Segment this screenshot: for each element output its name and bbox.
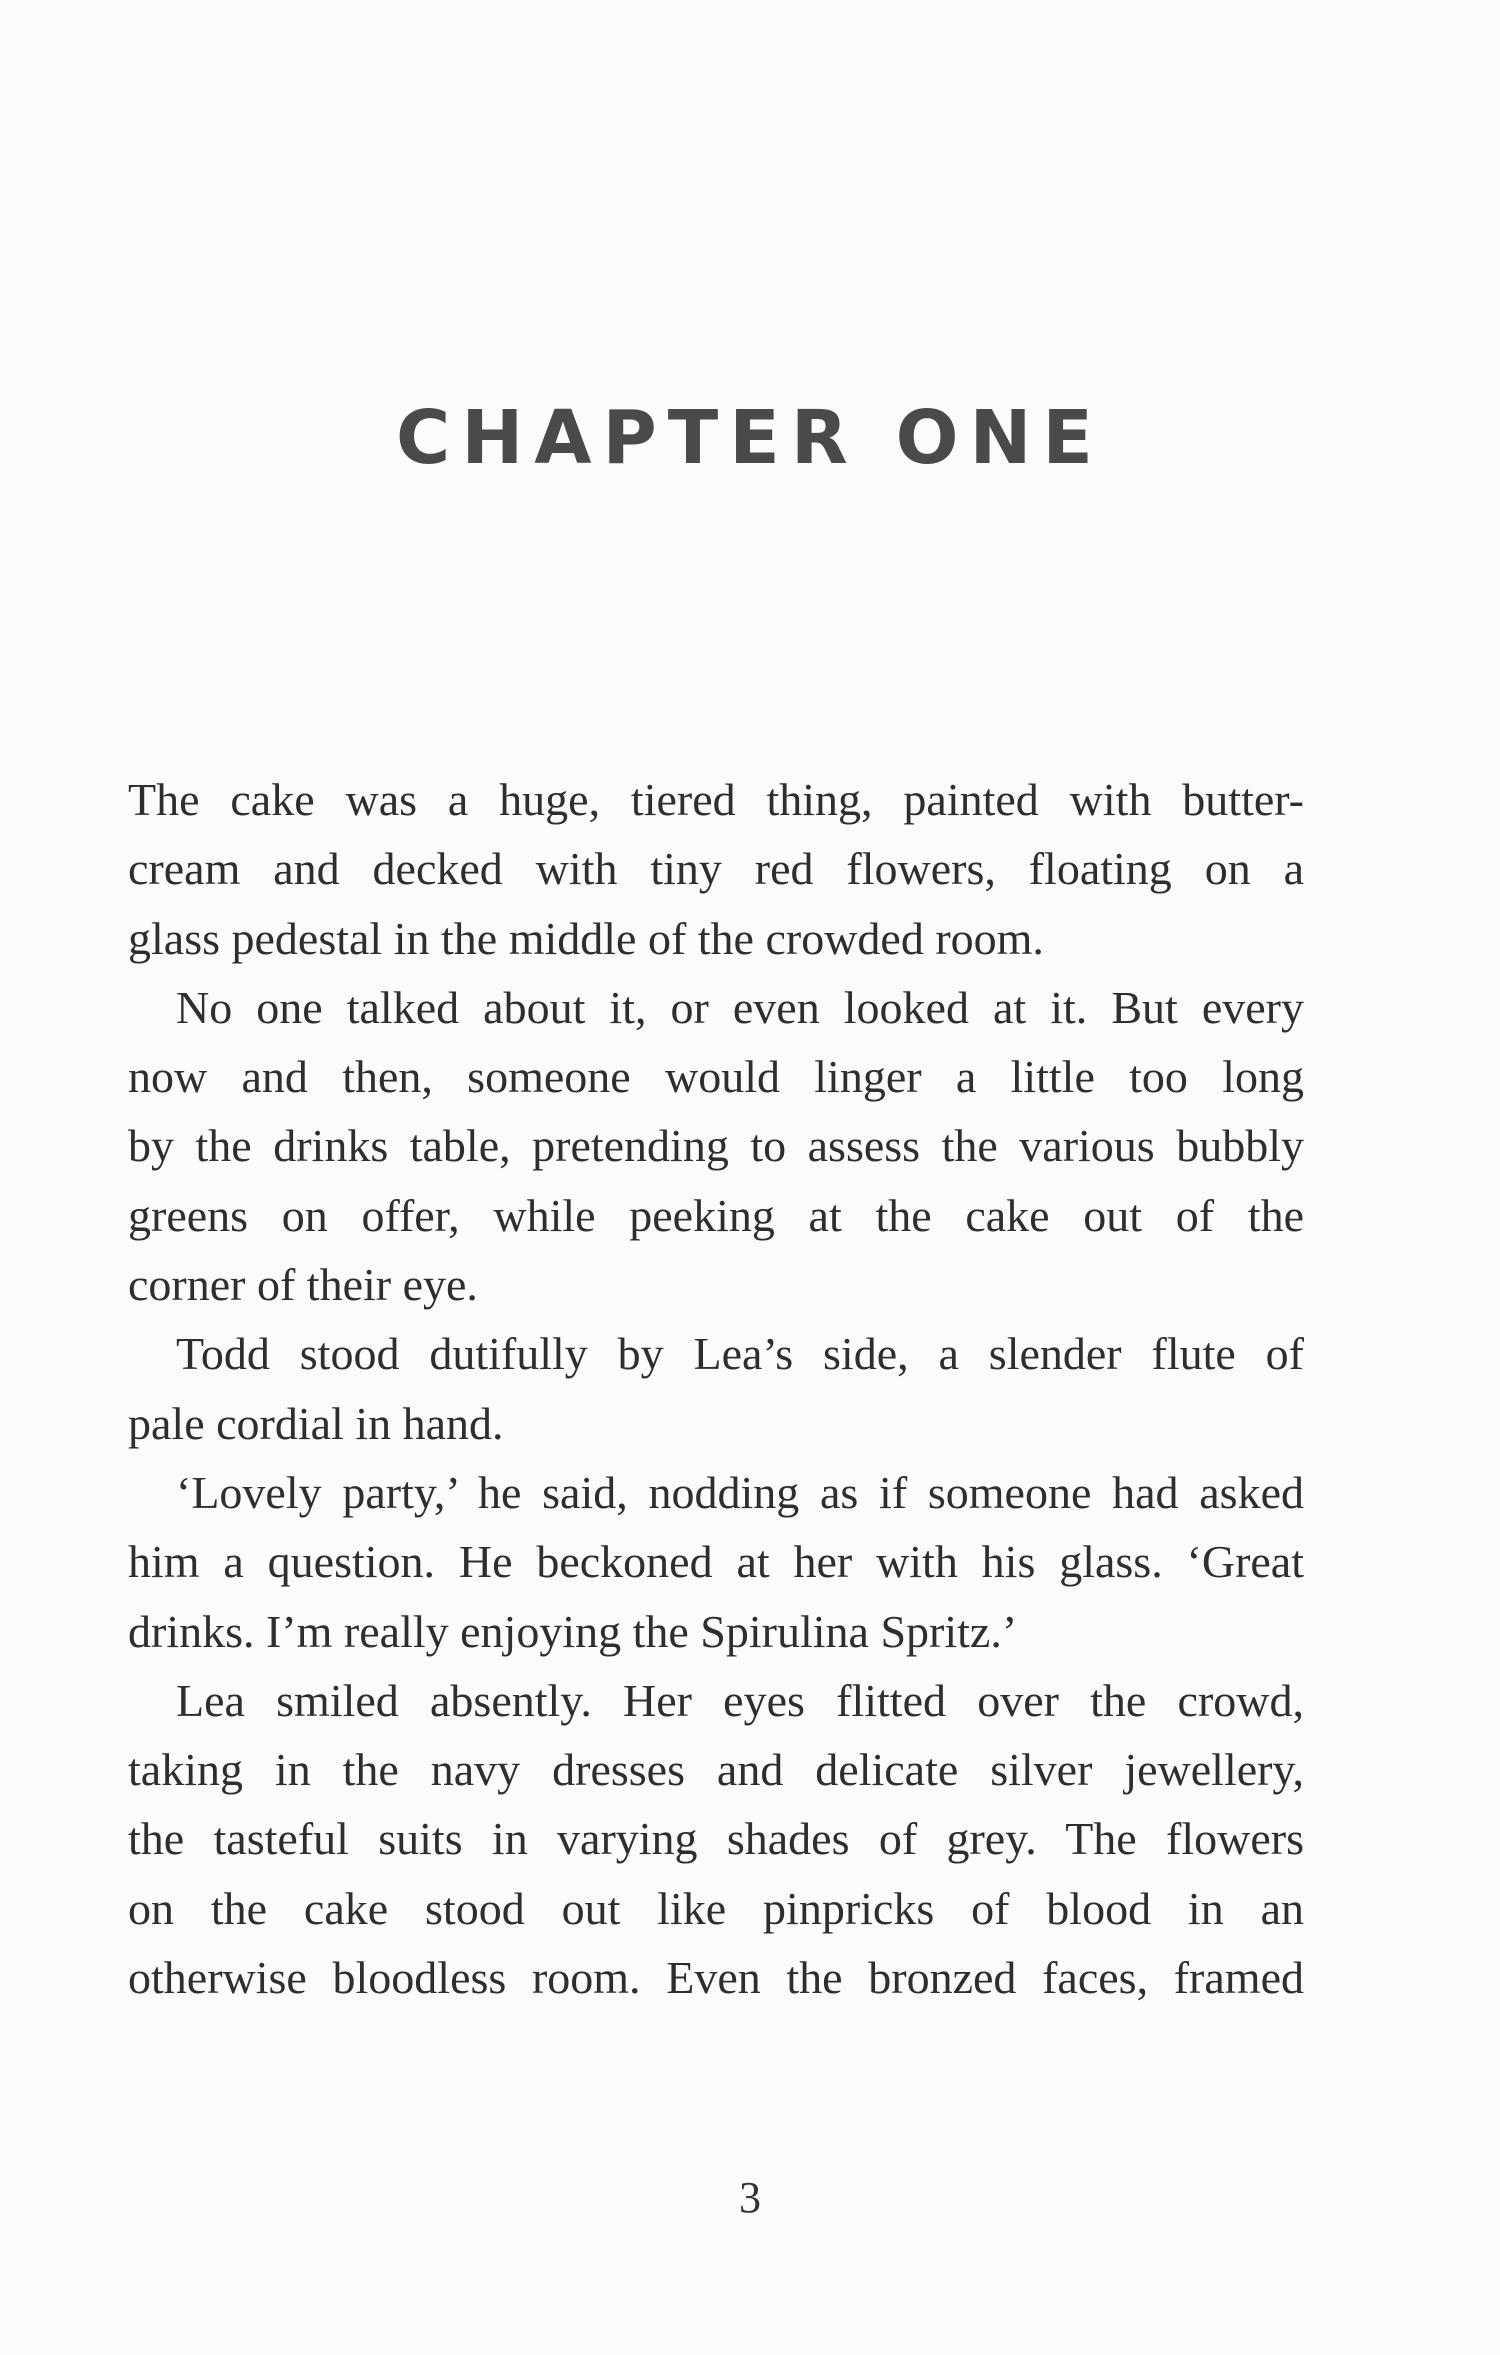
chapter-body-text <box>128 765 1304 2012</box>
text-line: ‘Lovely party,’ he said, nodding as if someone had asked <box>176 1466 1304 1518</box>
text-line: corner of their eye. <box>128 1259 478 1311</box>
text-line: cream and decked with tiny red flowers, floating on a <box>128 843 1304 895</box>
text-line: the tasteful suits in varying shades of grey. The flowers <box>128 1813 1304 1865</box>
text-line: now and then, someone would linger a little too long <box>128 1051 1304 1103</box>
text-line: The cake was a huge, tiered thing, painted with butter- <box>128 774 1304 825</box>
text-line: drinks. I’m really enjoying the Spirulina Spritz.’ <box>128 1605 1018 1657</box>
text-line: him a question. He beckoned at her with his glass. ‘Great <box>128 1536 1304 1588</box>
page-number: 3 <box>739 2173 761 2222</box>
text-line: by the drinks table, pretending to assess the various bubbly <box>128 1120 1304 1172</box>
text-line: otherwise bloodless room. Even the bronzed faces, framed <box>128 1952 1304 2004</box>
text-line: greens on offer, while peeking at the cake out of the <box>128 1189 1304 1241</box>
chapter-title: CHAPTER ONE <box>396 395 1104 481</box>
text-line: pale cordial in hand. <box>128 1397 504 1449</box>
text-line: No one talked about it, or even looked at it. But every <box>176 981 1304 1033</box>
text-line: taking in the navy dresses and delicate silver jewellery, <box>128 1744 1304 1796</box>
text-line: on the cake stood out like pinpricks of blood in an <box>128 1882 1304 1934</box>
text-line: Todd stood dutifully by Lea’s side, a slender flute of <box>176 1328 1304 1380</box>
text-line: Lea smiled absently. Her eyes flitted over the crowd, <box>176 1674 1304 1726</box>
text-line: glass pedestal in the middle of the crowded room. <box>128 912 1044 964</box>
